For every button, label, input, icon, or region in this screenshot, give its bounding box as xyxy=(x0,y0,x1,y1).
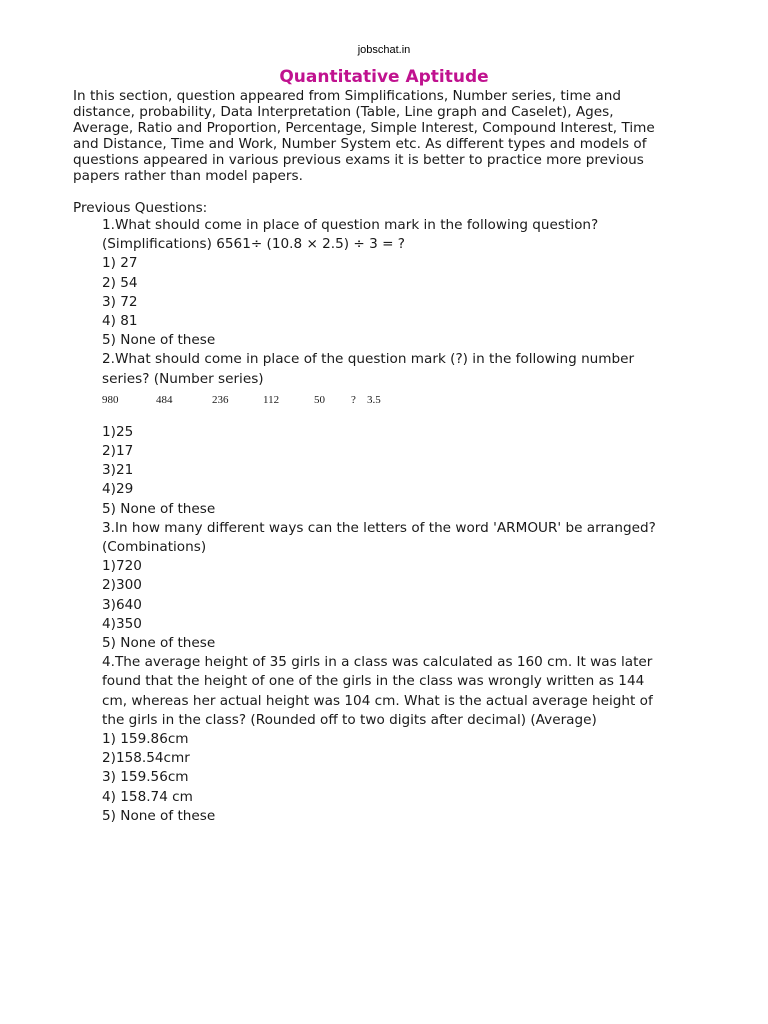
intro-line: and Distance, Time and Work, Number System etc. As different types and models of xyxy=(73,136,647,152)
question-2 xyxy=(102,350,712,518)
question-text: the girls in the class? (Rounded off to two digits after decimal) (Average) xyxy=(102,711,597,728)
intro-paragraph xyxy=(73,88,703,184)
answer-option: 5) None of these xyxy=(102,807,216,824)
series-term: 50 xyxy=(314,393,325,406)
answer-option: 4)29 xyxy=(102,481,134,498)
series-term: 484 xyxy=(156,393,173,406)
answer-option: 3)21 xyxy=(102,462,134,479)
question-3 xyxy=(102,519,712,653)
question-text: cm, whereas her actual height was 104 cm. What is the actual average height of xyxy=(102,692,653,709)
answer-option: 4) 158.74 cm xyxy=(102,788,193,805)
answer-option: 2) 54 xyxy=(102,274,138,291)
question-list xyxy=(102,216,712,826)
answer-option: 5) None of these xyxy=(102,332,216,349)
series-term: 236 xyxy=(212,393,229,406)
answer-option: 1) 27 xyxy=(102,255,138,272)
answer-option: 5) None of these xyxy=(102,500,216,517)
answer-option: 3) 159.56cm xyxy=(102,769,189,786)
intro-line: Average, Ratio and Proportion, Percentage, Simple Interest, Compound Interest, Time xyxy=(73,120,655,136)
answer-option: 2)158.54cmr xyxy=(102,750,190,767)
answer-option: 3) 72 xyxy=(102,293,138,310)
previous-questions-heading: Previous Questions: xyxy=(73,200,208,216)
question-text: (Combinations) xyxy=(102,539,207,556)
question-text: 4.The average height of 35 girls in a class was calculated as 160 cm. It was later xyxy=(102,654,653,671)
question-text: 3.In how many different ways can the letters of the word 'ARMOUR' be arranged? xyxy=(102,519,656,536)
intro-line: questions appeared in various previous exams it is better to practice more previous xyxy=(73,152,644,168)
page-title: Quantitative Aptitude xyxy=(279,67,489,87)
question-text: 1.What should come in place of question mark in the following question? xyxy=(102,217,599,233)
answer-option: 2)17 xyxy=(102,443,134,460)
question-1 xyxy=(102,216,712,350)
question-text: series? (Number series) xyxy=(102,370,264,387)
answer-option: 1)720 xyxy=(102,558,142,575)
answer-option: 2)300 xyxy=(102,577,142,594)
question-4 xyxy=(102,653,712,826)
answer-option: 5) None of these xyxy=(102,635,216,652)
answer-option: 3)640 xyxy=(102,596,142,613)
question-text: found that the height of one of the girls in the class was wrongly written as 144 xyxy=(102,673,645,690)
answer-option: 4) 81 xyxy=(102,313,138,330)
series-term: ? xyxy=(351,393,356,406)
answer-option: 4)350 xyxy=(102,615,142,632)
series-term: 980 xyxy=(102,393,119,406)
intro-line: papers rather than model papers. xyxy=(73,168,303,184)
intro-line: In this section, question appeared from Simplifications, Number series, time and xyxy=(73,88,621,104)
answer-option: 1)25 xyxy=(102,423,134,440)
site-label: jobschat.in xyxy=(357,44,411,56)
series-term: 112 xyxy=(263,393,280,406)
answer-option: 1) 159.86cm xyxy=(102,731,189,748)
question-text: 2.What should come in place of the question mark (?) in the following number xyxy=(102,351,635,368)
series-term: 3.5 xyxy=(367,393,381,406)
question-text: (Simplifications) 6561÷ (10.8 × 2.5) ÷ 3 = ? xyxy=(102,236,406,253)
intro-line: distance, probability, Data Interpretation (Table, Line graph and Caselet), Ages, xyxy=(73,104,614,120)
number-series xyxy=(102,389,712,423)
